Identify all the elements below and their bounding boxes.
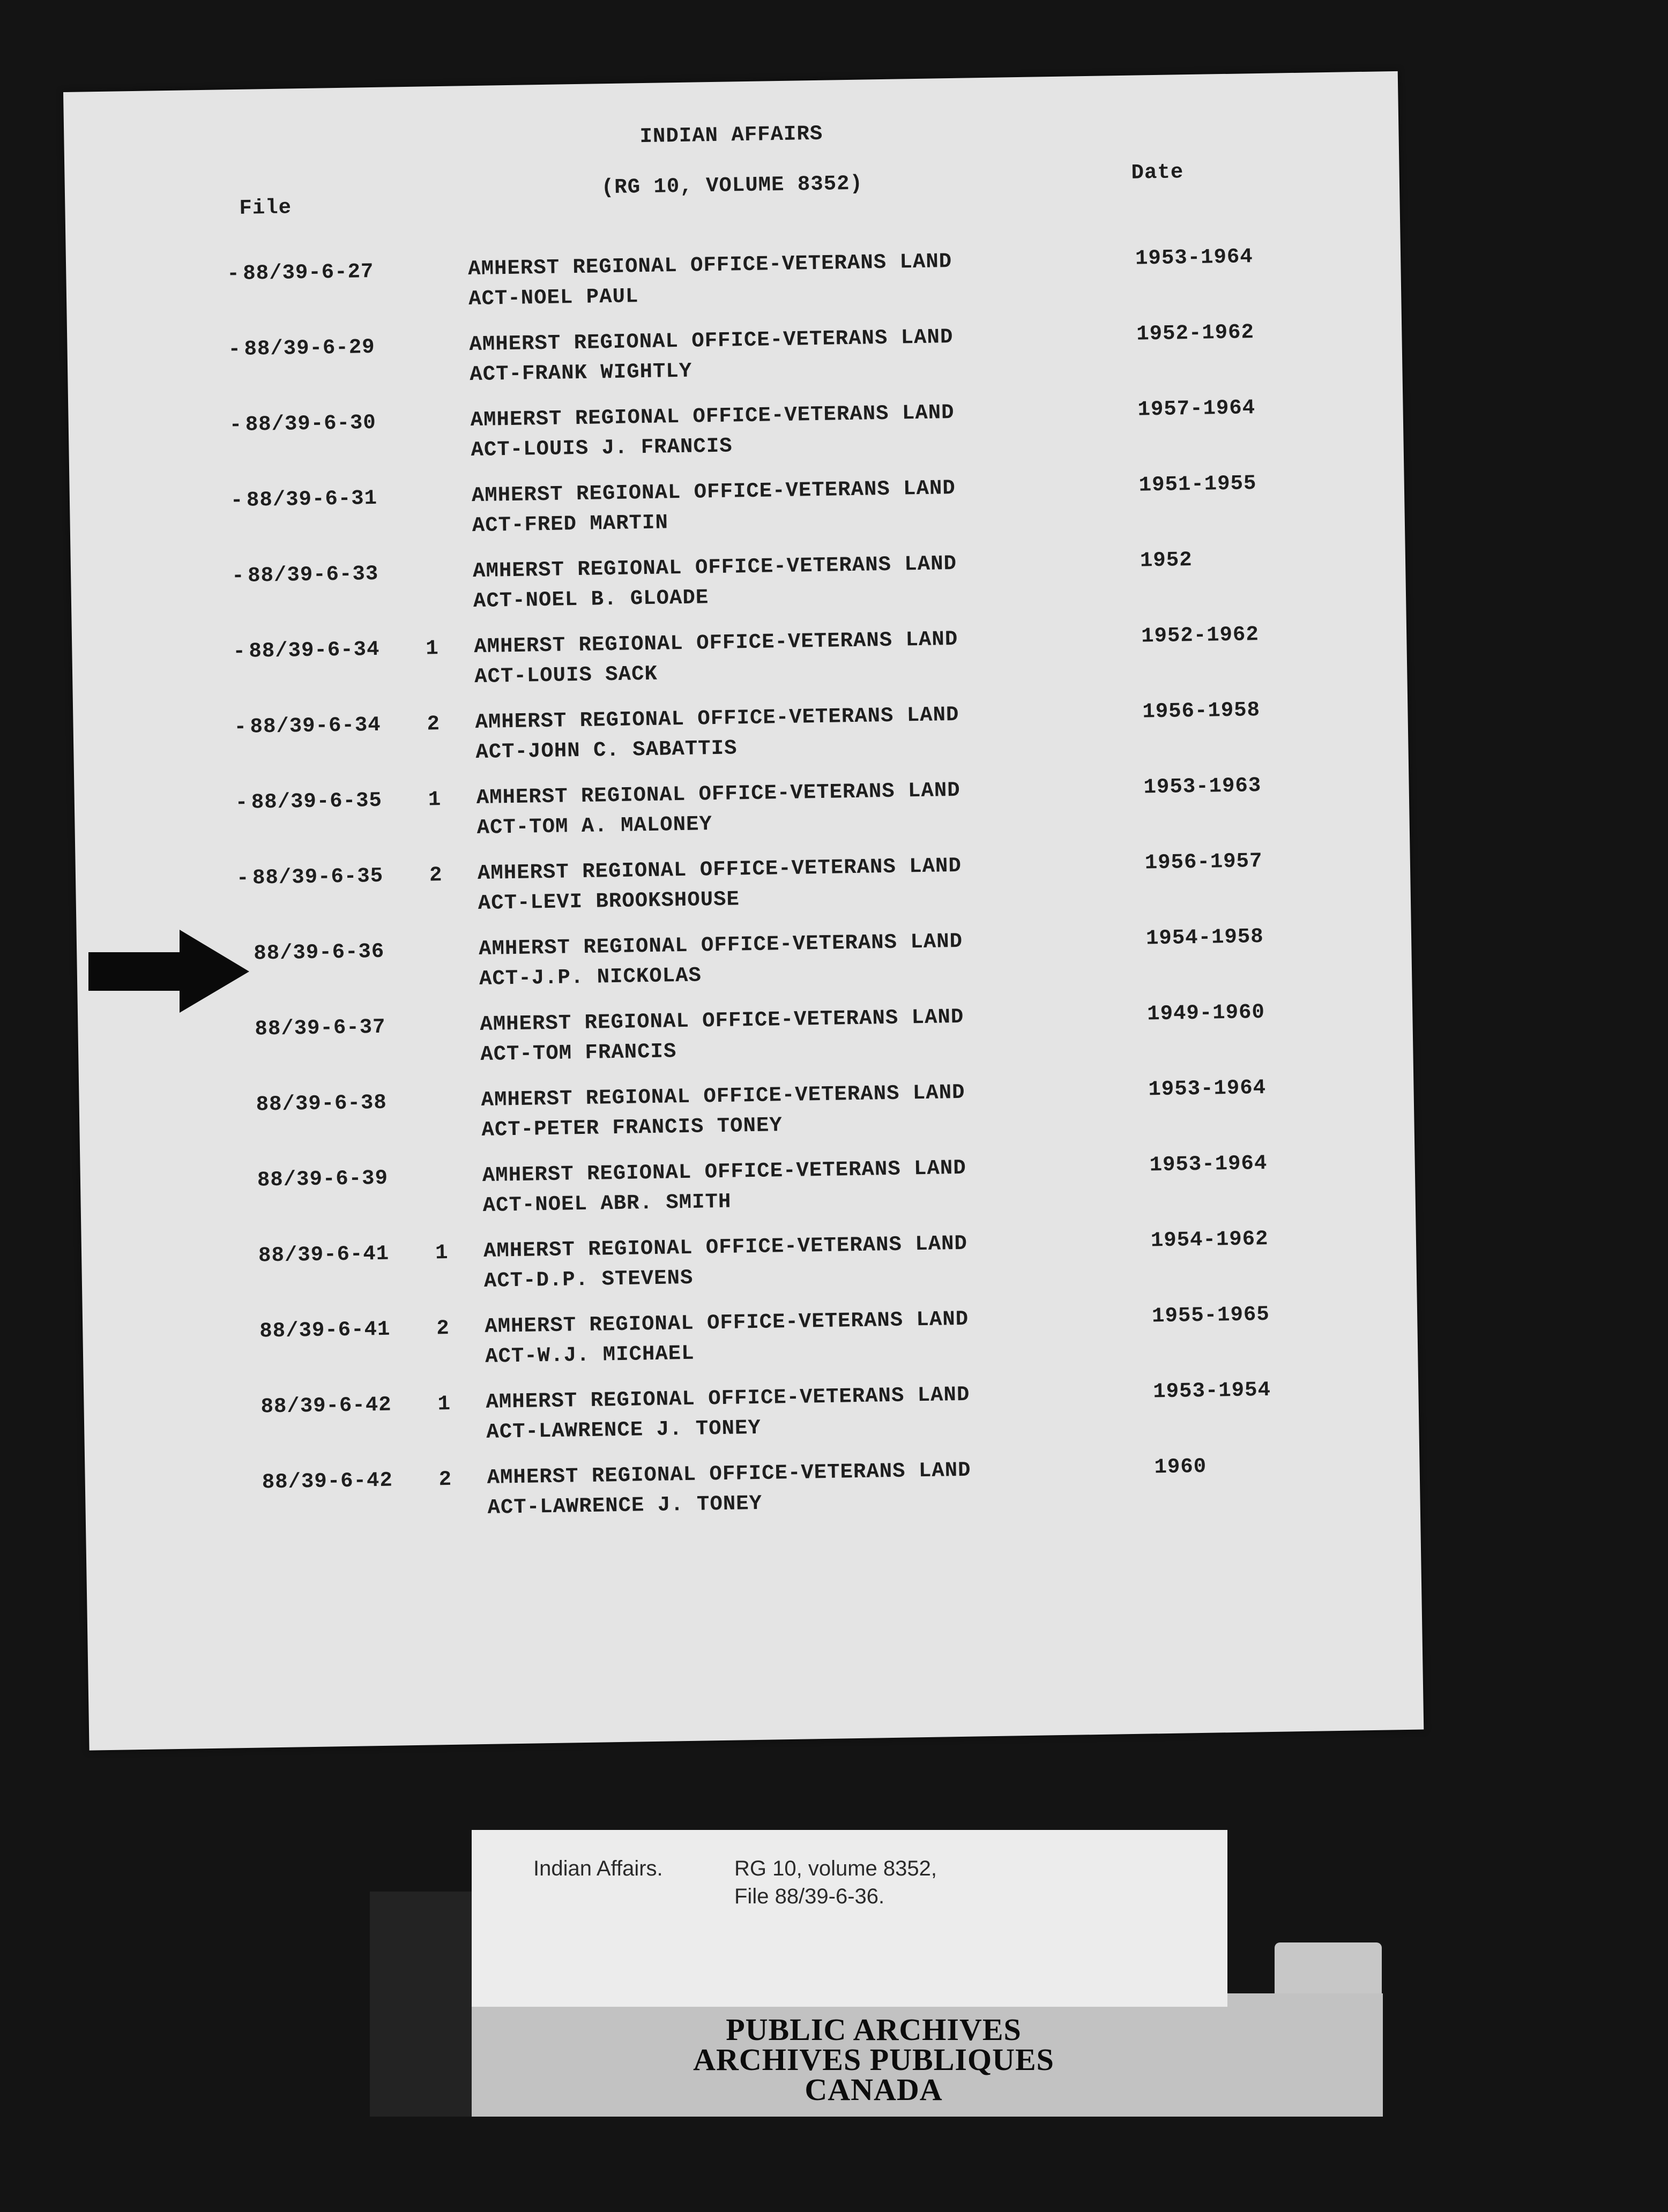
entry-title-line2: ACT-LEVI BROOKSHOUSE [478,887,740,916]
entry-date: 1949-1960 [1146,1000,1265,1026]
file-number: 88/39-6-34 [249,637,380,663]
entry-title-line2: ACT-LAWRENCE J. TONEY [487,1491,763,1520]
file-number: 88/39-6-33 [247,562,379,588]
entry-title-line1: AMHERST REGIONAL OFFICE-VETERANS LAND [486,1382,970,1414]
file-number: 88/39-6-35 [251,788,383,814]
document-subtitle: (RG 10, VOLUME 8352) [601,171,863,200]
entry-date: 1960 [1154,1454,1207,1479]
entry-title-line2: ACT-W.J. MICHAEL [485,1341,695,1369]
entry-date: 1953-1964 [1148,1075,1267,1102]
entry-title-line1: AMHERST REGIONAL OFFICE-VETERANS LAND [481,1080,965,1112]
entry-title-line1: AMHERST REGIONAL OFFICE-VETERANS LAND [487,1458,971,1490]
volume-number: 2 [427,712,441,736]
entry-title-line1: AMHERST REGIONAL OFFICE-VETERANS LAND [476,778,960,810]
entry-title-line2: ACT-LAWRENCE J. TONEY [486,1416,762,1444]
file-column-header: File [239,196,292,220]
entry-title-line2: ACT-TOM A. MALONEY [476,812,713,840]
entry-title-line1: AMHERST REGIONAL OFFICE-VETERANS LAND [480,1005,964,1037]
entry-title-line1: AMHERST REGIONAL OFFICE-VETERANS LAND [472,551,957,584]
dash-mark: - [233,639,247,664]
entry-title-line1: AMHERST REGIONAL OFFICE-VETERANS LAND [484,1307,969,1339]
entry-title-line2: ACT-JOHN C. SABATTIS [475,736,738,765]
stamp-line-1: PUBLIC ARCHIVES [726,2012,1022,2047]
entry-date: 1952-1962 [1136,320,1255,346]
document-title: INDIAN AFFAIRS [639,122,823,149]
entry-title-line1: AMHERST REGIONAL OFFICE-VETERANS LAND [474,627,958,659]
entry-title-line1: AMHERST REGIONAL OFFICE-VETERANS LAND [482,1156,967,1187]
volume-number: 1 [437,1392,451,1416]
entry-title-line2: ACT-PETER FRANCIS TONEY [481,1114,783,1142]
dash-mark: - [230,488,244,513]
entry-date: 1955-1965 [1151,1302,1270,1328]
entry-title-line2: ACT-NOEL PAUL [468,285,639,311]
file-number: 88/39-6-37 [255,1015,386,1041]
entry-date: 1953-1964 [1135,245,1254,271]
dash-mark: - [227,261,241,286]
entry-title-line2: ACT-NOEL ABR. SMITH [482,1190,732,1217]
entry-title-line1: AMHERST REGIONAL OFFICE-VETERANS LAND [483,1231,968,1263]
stamp-shadow [370,1892,472,2117]
file-number: 88/39-6-41 [258,1242,390,1268]
dash-mark: - [231,564,245,588]
date-column-header: Date [1131,160,1184,185]
file-number: 88/39-6-35 [252,864,384,890]
file-number: 88/39-6-30 [245,410,377,437]
entry-title-line1: AMHERST REGIONAL OFFICE-VETERANS LAND [475,703,959,735]
file-number: 88/39-6-29 [244,335,375,361]
dash-mark: - [234,715,248,739]
document-page [63,71,1424,1751]
entry-title-line1: AMHERST REGIONAL OFFICE-VETERANS LAND [477,854,962,886]
volume-number: 2 [429,863,443,887]
entry-title-line1: AMHERST REGIONAL OFFICE-VETERANS LAND [470,400,955,432]
entry-date: 1954-1962 [1150,1227,1269,1253]
file-number: 88/39-6-42 [262,1468,393,1494]
label-volume: RG 10, volume 8352, [734,1857,937,1880]
entry-date: 1953-1964 [1149,1151,1268,1177]
entry-title-line2: ACT-D.P. STEVENS [483,1266,694,1293]
entry-title-line1: AMHERST REGIONAL OFFICE-VETERANS LAND [467,249,952,281]
entry-date: 1953-1954 [1153,1378,1271,1404]
pointer-arrow-icon [88,930,249,1013]
entry-title-line2: ACT-LOUIS J. FRANCIS [471,434,733,462]
volume-number: 1 [426,637,440,661]
entry-title-line2: ACT-FRANK WIGHTLY [470,359,692,387]
file-number: 88/39-6-36 [253,939,385,966]
entry-title-line2: ACT-NOEL B. GLOADE [473,586,709,614]
dash-mark: - [229,413,243,437]
entry-date: 1956-1957 [1144,849,1263,875]
dash-mark: - [228,337,242,362]
entry-title-line1: AMHERST REGIONAL OFFICE-VETERANS LAND [478,929,963,961]
entry-date: 1952 [1140,548,1193,573]
file-number: 88/39-6-34 [250,713,382,739]
file-number: 88/39-6-42 [260,1393,392,1419]
volume-number: 2 [438,1467,452,1492]
entry-title-line2: ACT-FRED MARTIN [472,511,669,538]
entry-date: 1951-1955 [1138,472,1257,497]
volume-number: 2 [436,1316,450,1341]
file-number: 88/39-6-39 [257,1166,389,1192]
entry-date: 1954-1958 [1145,925,1264,951]
volume-number: 1 [435,1240,449,1265]
label-collection: Indian Affairs. [533,1857,663,1880]
file-number: 88/39-6-31 [246,486,378,512]
dash-mark: - [235,790,249,815]
entry-title-line1: AMHERST REGIONAL OFFICE-VETERANS LAND [471,476,956,508]
entry-date: 1953-1963 [1143,774,1262,799]
volume-number: 1 [428,788,442,812]
stamp-line-2: ARCHIVES PUBLIQUES [693,2042,1054,2077]
entry-date: 1952-1962 [1141,623,1260,648]
entry-date: 1957-1964 [1137,396,1256,422]
file-number: 88/39-6-27 [243,259,374,286]
entry-date: 1956-1958 [1142,698,1261,724]
archives-stamp-text [472,2012,1276,2107]
reference-label [472,1830,1227,2007]
dash-mark: - [236,866,250,891]
file-list [66,243,1420,1548]
file-number: 88/39-6-38 [256,1090,388,1117]
file-number: 88/39-6-41 [259,1317,391,1343]
entry-title-line2: ACT-LOUIS SACK [474,662,658,689]
entry-title-line2: ACT-J.P. NICKOLAS [479,963,702,991]
entry-title-line1: AMHERST REGIONAL OFFICE-VETERANS LAND [469,325,954,357]
label-file: File 88/39-6-36. [734,1885,885,1908]
stamp-line-3: CANADA [805,2072,943,2107]
entry-title-line2: ACT-TOM FRANCIS [480,1040,677,1066]
